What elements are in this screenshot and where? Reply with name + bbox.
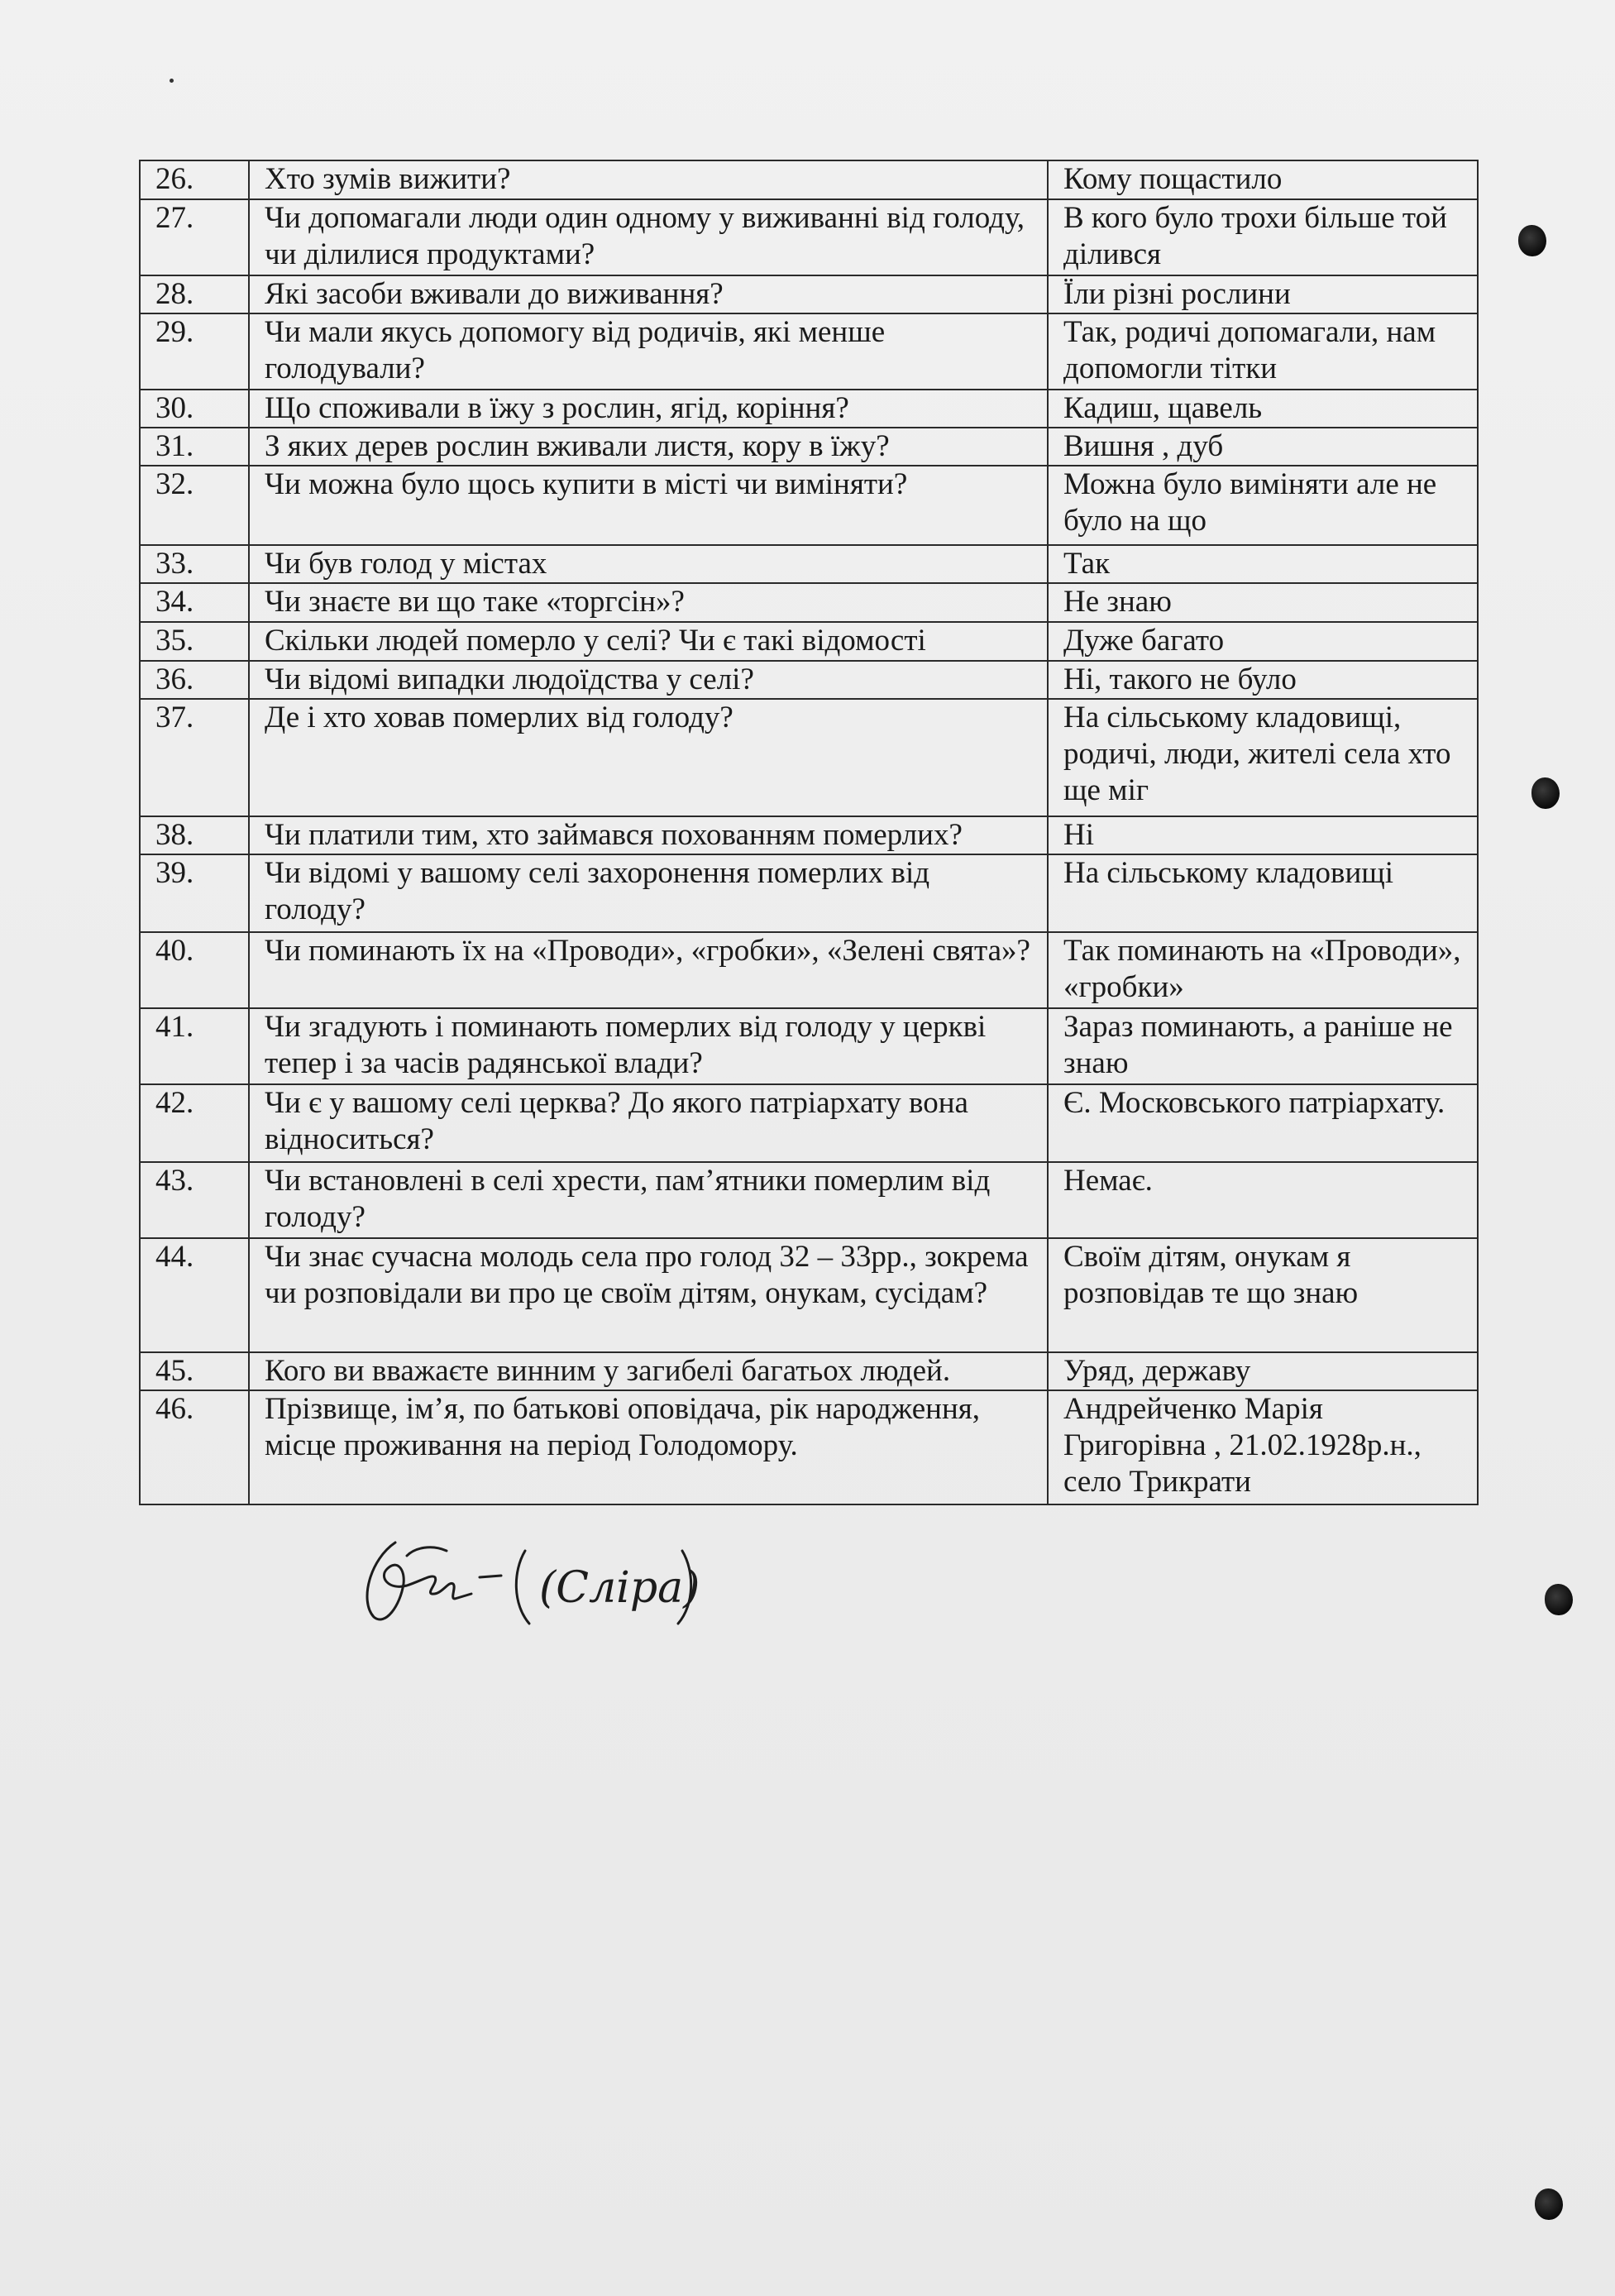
answer-cell: Кадиш, щавель <box>1048 390 1478 428</box>
answer-cell: Ні, такого не було <box>1048 661 1478 699</box>
answer-cell: Не знаю <box>1048 583 1478 622</box>
answer-cell: Є. Московського патріархату. <box>1048 1084 1478 1162</box>
row-number: 29. <box>140 313 249 390</box>
row-number: 32. <box>140 466 249 545</box>
answer-cell: Кому пощастило <box>1048 160 1478 199</box>
table-row <box>140 1162 1478 1238</box>
question-cell: Хто зумів вижити? <box>249 160 1048 199</box>
question-cell: Чи знаєте ви що таке «торгсін»? <box>249 583 1048 622</box>
table-row <box>140 428 1478 466</box>
answer-cell: В кого було трохи більше той ділився <box>1048 199 1478 275</box>
row-number: 27. <box>140 199 249 275</box>
answer-cell: Так, родичі допомагали, нам допомогли тітки <box>1048 313 1478 390</box>
table-row <box>140 854 1478 932</box>
answer-cell: Зараз поминають, а раніше не знаю <box>1048 1008 1478 1084</box>
question-cell: Де і хто ховав померлих від голоду? <box>249 699 1048 816</box>
table-row <box>140 1084 1478 1162</box>
question-cell: З яких дерев рослин вживали листя, кору в їжу? <box>249 428 1048 466</box>
table-row <box>140 275 1478 313</box>
punch-hole-4 <box>1535 2188 1563 2220</box>
row-number: 39. <box>140 854 249 932</box>
answer-cell: Андрейченко Марія Григорівна , 21.02.1928р.н., село Трикрати <box>1048 1390 1478 1504</box>
scan-speck <box>170 79 174 83</box>
table-row <box>140 466 1478 545</box>
answer-cell: На сільському кладовищі, родичі, люди, жителі села хто ще міг <box>1048 699 1478 816</box>
answer-cell: Дуже багато <box>1048 622 1478 661</box>
table-row <box>140 199 1478 275</box>
question-cell: Скільки людей померло у селі? Чи є такі відомості <box>249 622 1048 661</box>
row-number: 35. <box>140 622 249 661</box>
answer-cell: Уряд, державу <box>1048 1352 1478 1390</box>
questionnaire-table <box>139 160 1479 1505</box>
row-number: 40. <box>140 932 249 1008</box>
question-cell: Чи поминають їх на «Проводи», «гробки», «Зелені свята»? <box>249 932 1048 1008</box>
question-cell: Чи знає сучасна молодь села про голод 32 – 33рр., зокрема чи розповідали ви про це своїм дітям, онукам, сусідам? <box>249 1238 1048 1352</box>
question-cell: Чи відомі випадки людоїдства у селі? <box>249 661 1048 699</box>
answer-cell: Вишня , дуб <box>1048 428 1478 466</box>
answer-cell: Так <box>1048 545 1478 583</box>
table-row <box>140 583 1478 622</box>
row-number: 45. <box>140 1352 249 1390</box>
row-number: 31. <box>140 428 249 466</box>
questionnaire-rows <box>140 160 1478 1504</box>
punch-hole-1 <box>1518 225 1546 256</box>
table-row <box>140 1008 1478 1084</box>
row-number: 46. <box>140 1390 249 1504</box>
question-cell: Чи платили тим, хто займався похованням померлих? <box>249 816 1048 854</box>
punch-hole-3 <box>1545 1584 1573 1615</box>
question-cell: Кого ви вважаєте винним у загибелі багатьох людей. <box>249 1352 1048 1390</box>
answer-cell: На сільському кладовищі <box>1048 854 1478 932</box>
question-cell: Що споживали в їжу з рослин, ягід, коріння? <box>249 390 1048 428</box>
row-number: 37. <box>140 699 249 816</box>
question-cell: Чи був голод у містах <box>249 545 1048 583</box>
question-cell: Чи мали якусь допомогу від родичів, які менше голодували? <box>249 313 1048 390</box>
question-cell: Чи відомі у вашому селі захоронення померлих від голоду? <box>249 854 1048 932</box>
row-number: 28. <box>140 275 249 313</box>
table-row <box>140 622 1478 661</box>
row-number: 38. <box>140 816 249 854</box>
answer-cell: Немає. <box>1048 1162 1478 1238</box>
punch-hole-2 <box>1531 777 1560 809</box>
table-row <box>140 1390 1478 1504</box>
row-number: 34. <box>140 583 249 622</box>
question-cell: Чи є у вашому селі церква? До якого патріархату вона відноситься? <box>249 1084 1048 1162</box>
answer-cell: Їли різні рослини <box>1048 275 1478 313</box>
table-row <box>140 661 1478 699</box>
table-row <box>140 1352 1478 1390</box>
row-number: 26. <box>140 160 249 199</box>
row-number: 36. <box>140 661 249 699</box>
question-cell: Чи згадують і поминають померлих від голоду у церкві тепер і за часів радянської влади? <box>249 1008 1048 1084</box>
table-row <box>140 699 1478 816</box>
signature-text: (Сліра) <box>539 1563 700 1613</box>
table-row <box>140 816 1478 854</box>
row-number: 30. <box>140 390 249 428</box>
answer-cell: Так поминають на «Проводи», «гробки» <box>1048 932 1478 1008</box>
row-number: 41. <box>140 1008 249 1084</box>
table-row <box>140 1238 1478 1352</box>
question-cell: Які засоби вживали до виживання? <box>249 275 1048 313</box>
question-cell: Прізвище, ім’я, по батькові оповідача, рік народження, місце проживання на період Голодомору. <box>249 1390 1048 1504</box>
row-number: 33. <box>140 545 249 583</box>
question-cell: Чи можна було щось купити в місті чи виміняти? <box>249 466 1048 545</box>
row-number: 43. <box>140 1162 249 1238</box>
table-row <box>140 160 1478 199</box>
table-row <box>140 932 1478 1008</box>
table-row <box>140 313 1478 390</box>
table-row <box>140 545 1478 583</box>
answer-cell: Своїм дітям, онукам я розповідав те що знаю <box>1048 1238 1478 1352</box>
answer-cell: Можна було виміняти але не було на що <box>1048 466 1478 545</box>
row-number: 44. <box>140 1238 249 1352</box>
question-cell: Чи встановлені в селі хрести, пам’ятники померлим від голоду? <box>249 1162 1048 1238</box>
row-number: 42. <box>140 1084 249 1162</box>
table-row <box>140 390 1478 428</box>
answer-cell: Ні <box>1048 816 1478 854</box>
question-cell: Чи допомагали люди один одному у виживанні від голоду, чи ділилися продуктами? <box>249 199 1048 275</box>
signature-mark <box>356 1526 703 1634</box>
